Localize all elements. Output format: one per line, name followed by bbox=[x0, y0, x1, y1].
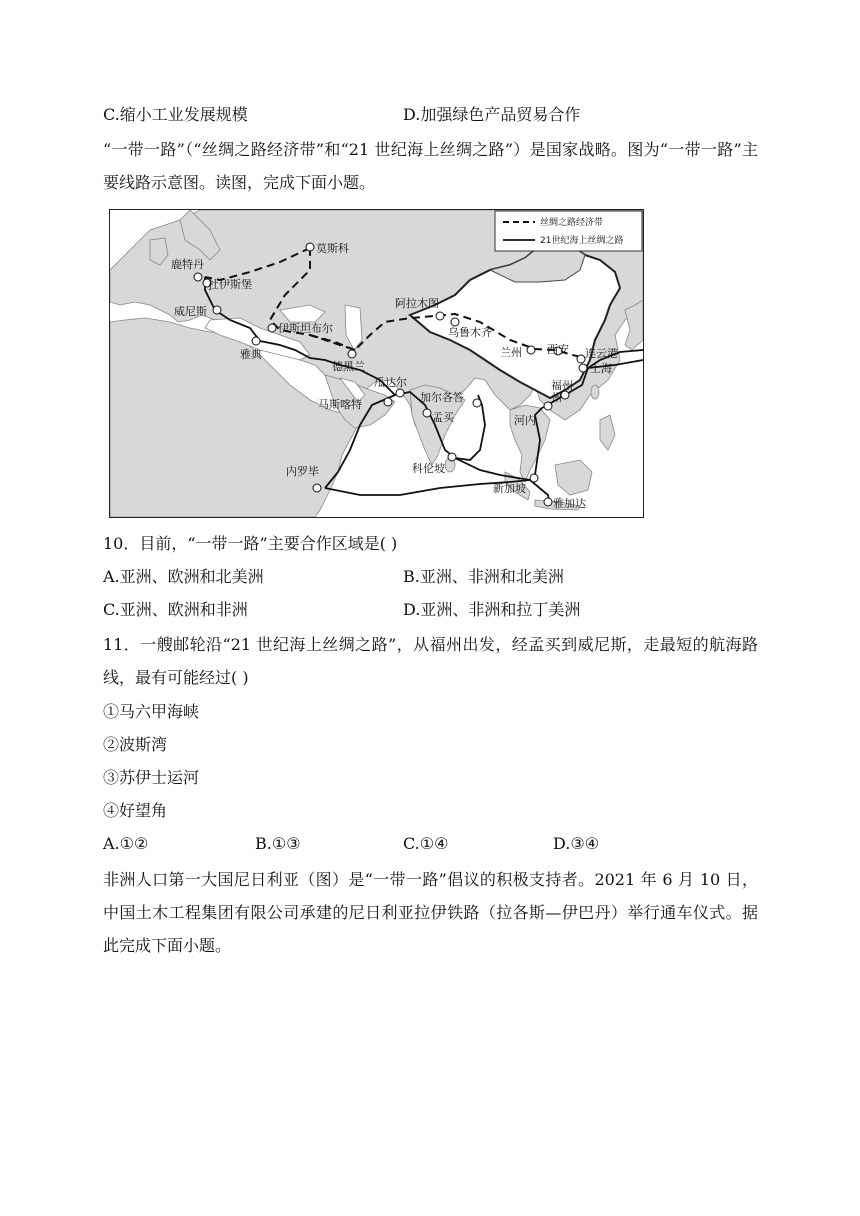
label-urumqi: 乌鲁木齐 bbox=[448, 326, 492, 339]
label-lianyungang: 连云港 bbox=[585, 347, 618, 360]
q11-item-3: ③苏伊士运河 bbox=[103, 768, 200, 787]
q10-option-c: C.亚洲、欧洲和非洲 bbox=[103, 600, 248, 619]
label-moscow: 莫斯科 bbox=[316, 242, 349, 255]
q10-option-b: B.亚洲、非洲和北美洲 bbox=[403, 567, 564, 586]
label-singapore: 新加坡 bbox=[493, 482, 526, 495]
label-duisburg: 杜伊斯堡 bbox=[208, 278, 252, 291]
label-fuzhou: 福州 bbox=[551, 379, 573, 392]
label-tehran: 德黑兰 bbox=[332, 360, 365, 373]
label-gwadar: 瓜达尔 bbox=[374, 376, 407, 389]
q11-stem: 11．一艘邮轮沿“21 世纪海上丝绸之路”，从福州出发，经孟买到威尼斯，走最短的航海路线，最有可能经过( ) bbox=[103, 635, 758, 687]
label-lanzhou: 兰州 bbox=[500, 346, 522, 359]
map-legend bbox=[495, 211, 642, 251]
q10-option-d: D.亚洲、非洲和拉丁美洲 bbox=[403, 600, 581, 619]
map-svg bbox=[110, 210, 643, 517]
label-jakarta: 雅加达 bbox=[553, 497, 586, 510]
label-venice: 威尼斯 bbox=[174, 305, 207, 318]
option-d-prev: D.加强绿色产品贸易合作 bbox=[403, 105, 581, 124]
q10-option-a: A.亚洲、欧洲和北美洲 bbox=[103, 567, 264, 586]
q11-option-b: B.①③ bbox=[255, 834, 301, 853]
legend-land-route: 丝绸之路经济带 bbox=[540, 218, 604, 228]
label-mumbai: 孟买 bbox=[432, 411, 454, 424]
label-kolkata: 加尔各答 bbox=[420, 391, 464, 404]
label-guangzhou: 州 bbox=[551, 391, 562, 404]
label-xian: 西安 bbox=[547, 343, 569, 356]
label-shanghai: 上海 bbox=[590, 362, 612, 375]
belt-and-road-map bbox=[109, 209, 644, 518]
label-istanbul: 伊斯坦布尔 bbox=[278, 322, 333, 335]
label-rotterdam: 鹿特丹 bbox=[171, 258, 204, 271]
intro-bri-paragraph: “一带一路”（“丝绸之路经济带”和“21 世纪海上丝绸之路”）是国家战略。图为“一带一路”主要线路示意图。读图，完成下面小题。 bbox=[103, 140, 758, 192]
label-colombo: 科伦坡 bbox=[412, 462, 445, 475]
option-c-prev: C.缩小工业发展规模 bbox=[103, 105, 248, 124]
label-nairobi: 内罗毕 bbox=[286, 465, 319, 478]
q11-option-d: D.③④ bbox=[553, 834, 600, 853]
intro-nigeria-paragraph: 非洲人口第一大国尼日利亚（图）是“一带一路”倡议的积极支持者。2021 年 6 月 10 日，中国土木工程集团有限公司承建的尼日利亚拉伊铁路（拉各斯—伊巴丹）举行通车仪式。据此完成下面小题。 bbox=[103, 870, 758, 955]
legend-sea-route: 21世纪海上丝绸之路 bbox=[540, 236, 624, 246]
q11-item-2: ②波斯湾 bbox=[103, 735, 168, 754]
label-hanoi: 河内 bbox=[514, 414, 536, 427]
label-almaty: 阿拉木图 bbox=[395, 297, 439, 310]
label-muscat: 马斯喀特 bbox=[318, 398, 362, 411]
q10-stem: 10．目前，“一带一路”主要合作区域是( ) bbox=[103, 534, 398, 553]
q11-option-c: C.①④ bbox=[403, 834, 449, 853]
q11-item-1: ①马六甲海峡 bbox=[103, 702, 200, 721]
q11-item-4: ④好望角 bbox=[103, 801, 168, 820]
q11-option-a: A.①② bbox=[103, 834, 149, 853]
label-athens: 雅典 bbox=[240, 348, 262, 361]
